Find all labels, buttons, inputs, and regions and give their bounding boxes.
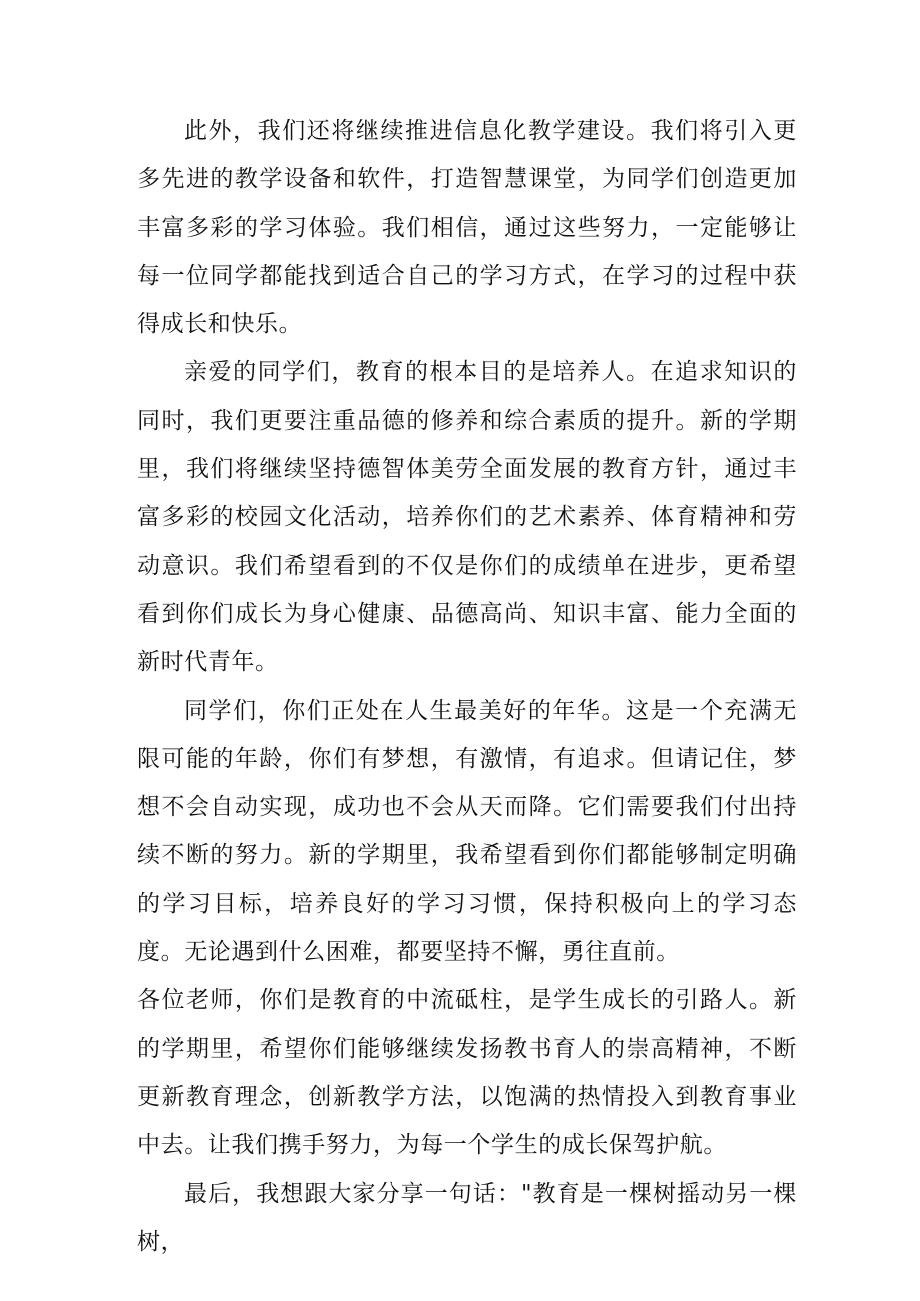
paragraph-closing: 最后，我想跟大家分享一句话："教育是一棵树摇动另一棵树，	[137, 1180, 797, 1255]
paragraph-students-youth: 同学们，你们正处在人生最美好的年华。这是一个充满无限可能的年龄，你们有梦想，有激情，有追求。但请记住，梦想不会自动实现，成功也不会从天而降。它们需要我们付出持续不断的努力。新的学期里，我希望看到你们都能够制定明确的学习目标，培养良好的学习习惯，保持积极向上的学习态度。无论遇到什么困难，都要坚持不懈，勇往直前。	[137, 697, 797, 966]
paragraph-teachers: 各位老师，你们是教育的中流砥柱，是学生成长的引路人。新的学期里，希望你们能够继续发扬教书育人的崇高精神，不断更新教育理念，创新教学方法，以饱满的热情投入到教育事业中去。让我们携手努力，为每一个学生的成长保驾护航。	[137, 987, 797, 1159]
paragraph-moral-education: 亲爱的同学们，教育的根本目的是培养人。在追求知识的同时，我们更要注重品德的修养和综合素质的提升。新的学期里，我们将继续坚持德智体美劳全面发展的教育方针，通过丰富多彩的校园文化活动，培养你们的艺术素养、体育精神和劳动意识。我们希望看到的不仅是你们的成绩单在进步，更希望看到你们成长为身心健康、品德高尚、知识丰富、能力全面的新时代青年。	[137, 359, 797, 676]
paragraph-informatization: 此外，我们还将继续推进信息化教学建设。我们将引入更多先进的教学设备和软件，打造智慧课堂，为同学们创造更加丰富多彩的学习体验。我们相信，通过这些努力，一定能够让每一位同学都能找到适合自己的学习方式，在学习的过程中获得成长和快乐。	[137, 118, 797, 338]
document-body	[137, 107, 797, 1266]
